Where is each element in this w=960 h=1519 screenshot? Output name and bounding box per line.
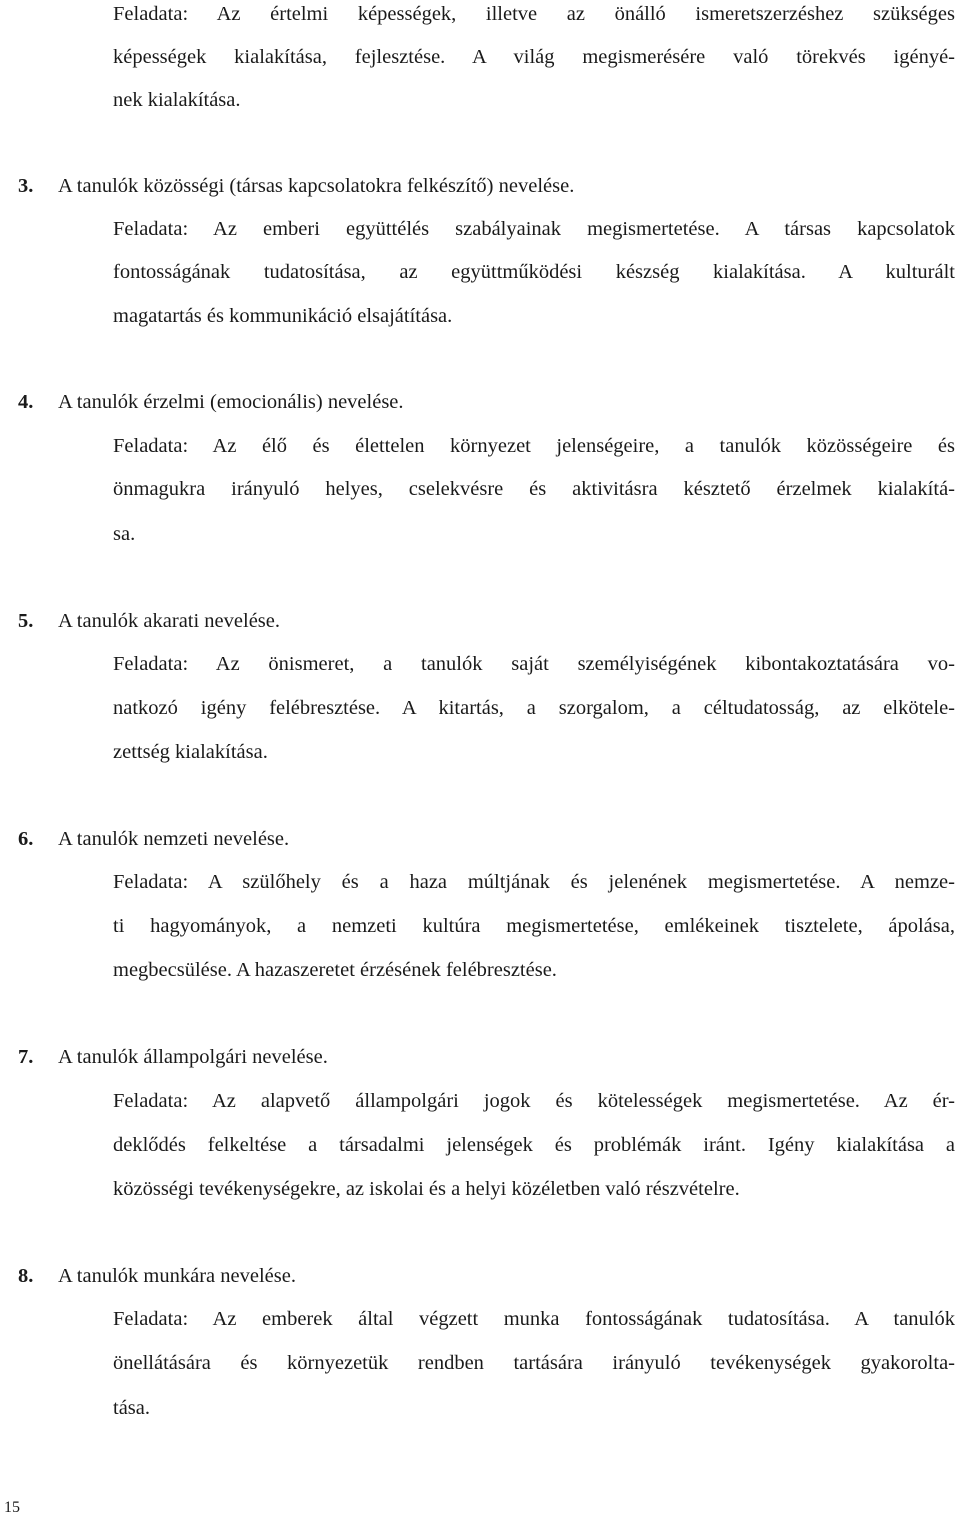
section-line: megbecsülése. A hazaszeretet érzésének felébresztése. xyxy=(113,959,557,981)
section-number: 6. xyxy=(18,828,34,850)
section-line: sa. xyxy=(113,523,136,545)
page-number: 15 xyxy=(4,1499,20,1516)
section-number: 8. xyxy=(18,1265,34,1287)
section-line: magatartás és kommunikáció elsajátítása. xyxy=(113,305,453,327)
section-line: ti hagyományok, a nemzeti kultúra megismertetése, emlékeinek tisztelete, ápolása, xyxy=(113,915,955,937)
section-line: Feladata: Az emberi együttélés szabályainak megismertetése. A társas kapcsolatok xyxy=(113,218,955,240)
intro-line: nek kialakítása. xyxy=(113,89,241,111)
section-line: fontosságának tudatosítása, az együttműködési készség kialakítása. A kulturált xyxy=(113,261,955,283)
intro-line: Feladata: Az értelmi képességek, illetve az önálló ismeretszerzéshez szükséges xyxy=(113,3,955,25)
section-number: 7. xyxy=(18,1046,34,1068)
section-title: A tanulók állampolgári nevelése. xyxy=(58,1046,328,1068)
intro-line: képességek kialakítása, fejlesztése. A világ megismerésére való törekvés igényé- xyxy=(113,46,955,68)
section-heading xyxy=(18,1043,328,1071)
section-line: Feladata: Az emberek által végzett munka fontosságának tudatosítása. A tanulók xyxy=(113,1308,955,1330)
section-number: 5. xyxy=(18,610,34,632)
section-heading xyxy=(18,607,280,635)
section-number: 3. xyxy=(18,175,34,197)
section-heading xyxy=(18,388,404,416)
section-line: deklődés felkeltése a társadalmi jelenségek és problémák iránt. Igény kialakítása a xyxy=(113,1134,955,1156)
section-line: Feladata: Az önismeret, a tanulók saját személyiségének kibontakoztatására vo- xyxy=(113,653,955,675)
section-title: A tanulók munkára nevelése. xyxy=(58,1265,296,1287)
section-title: A tanulók közösségi (társas kapcsolatokra felkészítő) nevelése. xyxy=(58,175,575,197)
section-line: közösségi tevékenységekre, az iskolai és a helyi közéletben való részvételre. xyxy=(113,1178,740,1200)
section-line: önellátására és környezetük rendben tartására irányuló tevékenységek gyakorolta- xyxy=(113,1352,955,1374)
section-heading xyxy=(18,1262,296,1290)
section-line: Feladata: A szülőhely és a haza múltjának és jelenének megismertetése. A nemze- xyxy=(113,871,955,893)
section-title: A tanulók nemzeti nevelése. xyxy=(58,828,290,850)
section-line: Feladata: Az élő és élettelen környezet jelenségeire, a tanulók közösségeire és xyxy=(113,435,955,457)
section-title: A tanulók érzelmi (emocionális) nevelése. xyxy=(58,391,404,413)
section-heading xyxy=(18,825,289,853)
section-title: A tanulók akarati nevelése. xyxy=(58,610,280,632)
section-line: tása. xyxy=(113,1397,150,1419)
section-line: Feladata: Az alapvető állampolgári jogok és kötelességek megismertetése. Az ér- xyxy=(113,1090,955,1112)
section-line: önmagukra irányuló helyes, cselekvésre és aktivitásra késztető érzelmek kialakítá- xyxy=(113,478,955,500)
section-line: zettség kialakítása. xyxy=(113,741,268,763)
section-line: natkozó igény felébresztése. A kitartás, a szorgalom, a céltudatosság, az elkötele- xyxy=(113,697,955,719)
section-heading xyxy=(18,172,574,200)
section-number: 4. xyxy=(18,391,34,413)
